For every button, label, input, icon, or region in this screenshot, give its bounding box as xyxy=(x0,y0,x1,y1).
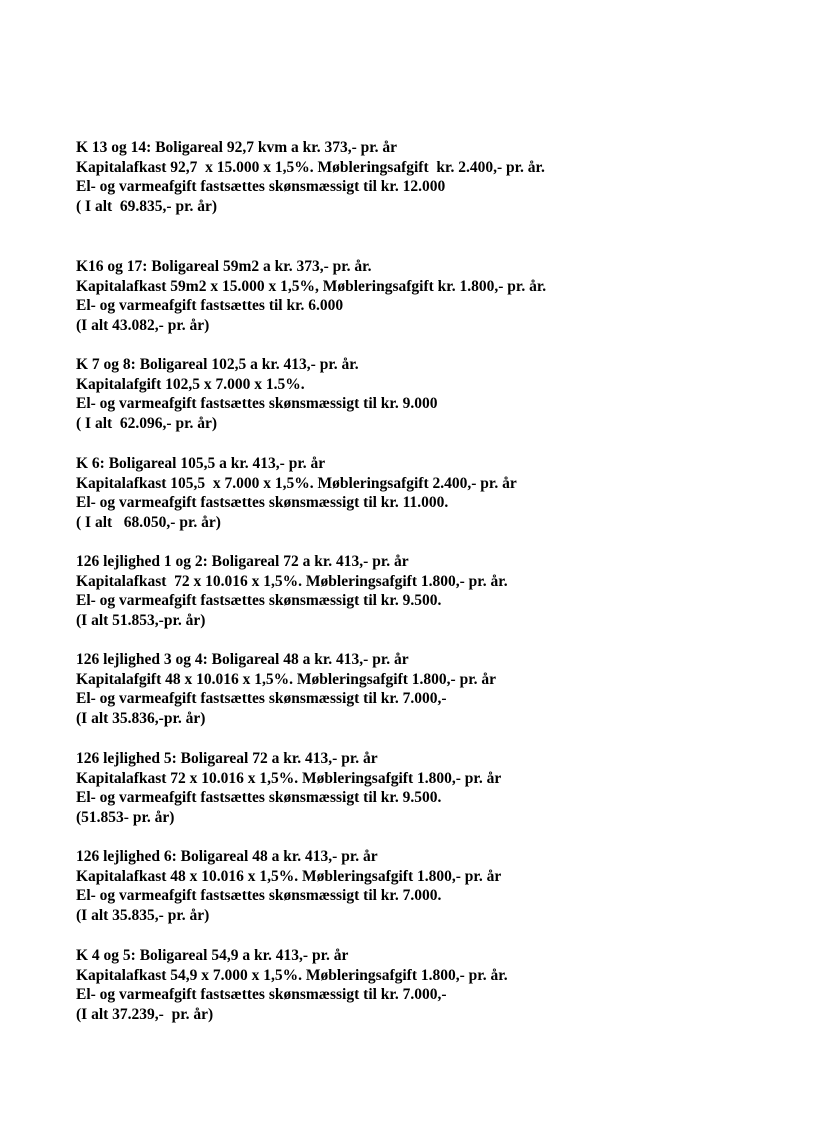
total-line: ( I alt 62.096,- pr. år) xyxy=(76,415,218,433)
capital-line: Kapitalafgift 102,5 x 7.000 x 1.5%. xyxy=(76,375,305,393)
unit-block-126-5 xyxy=(76,749,796,828)
unit-block-k13-14 xyxy=(76,138,796,217)
utility-line: El- og varmeafgift fastsættes skønsmæssigt til kr. 7.000,- xyxy=(76,986,447,1004)
unit-heading: K16 og 17: Boligareal 59m2 a kr. 373,- pr. år. xyxy=(76,258,372,275)
total-line: (I alt 35.835,- pr. år) xyxy=(76,907,210,925)
unit-block-k16-17 xyxy=(76,257,796,336)
total-line: (I alt 35.836,-pr. år) xyxy=(76,710,206,728)
utility-line: El- og varmeafgift fastsættes skønsmæssigt til kr. 12.000 xyxy=(76,178,446,196)
total-line: (I alt 37.239,- pr. år) xyxy=(76,1006,214,1024)
capital-line: Kapitalafkast 72 x 10.016 x 1,5%. Møbleringsafgift 1.800,- pr. år xyxy=(76,769,502,787)
total-line: (I alt 43.082,- pr. år) xyxy=(76,317,210,335)
utility-line: El- og varmeafgift fastsættes til kr. 6.000 xyxy=(76,297,344,315)
unit-heading: K 7 og 8: Boligareal 102,5 a kr. 413,- pr. år. xyxy=(76,356,359,373)
unit-heading: 126 lejlighed 6: Boligareal 48 a kr. 413,- pr. år xyxy=(76,848,378,865)
total-line: ( I alt 69.835,- pr. år) xyxy=(76,198,218,216)
unit-heading: K 4 og 5: Boligareal 54,9 a kr. 413,- pr. år xyxy=(76,947,349,964)
unit-block-126-3-4 xyxy=(76,650,796,729)
total-line: ( I alt 68.050,- pr. år) xyxy=(76,514,221,532)
utility-line: El- og varmeafgift fastsættes skønsmæssigt til kr. 9.500. xyxy=(76,789,442,807)
total-line: (51.853- pr. år) xyxy=(76,809,175,827)
unit-block-k6 xyxy=(76,454,796,533)
capital-line: Kapitalafkast 54,9 x 7.000 x 1,5%. Møbleringsafgift 1.800,- pr. år. xyxy=(76,966,508,984)
capital-line: Kapitalafkast 105,5 x 7.000 x 1,5%. Møbleringsafgift 2.400,- pr. år xyxy=(76,474,517,492)
capital-line: Kapitalafkast 59m2 x 15.000 x 1,5%, Møbleringsafgift kr. 1.800,- pr. år. xyxy=(76,277,547,295)
unit-block-126-6 xyxy=(76,847,796,926)
capital-line: Kapitalafkast 72 x 10.016 x 1,5%. Møbleringsafgift 1.800,- pr. år. xyxy=(76,572,508,590)
utility-line: El- og varmeafgift fastsættes skønsmæssigt til kr. 11.000. xyxy=(76,494,449,512)
utility-line: El- og varmeafgift fastsættes skønsmæssigt til kr. 9.000 xyxy=(76,395,438,413)
unit-block-k7-8 xyxy=(76,355,796,434)
utility-line: El- og varmeafgift fastsættes skønsmæssigt til kr. 7.000,- xyxy=(76,690,447,708)
unit-heading: 126 lejlighed 1 og 2: Boligareal 72 a kr. 413,- pr. år xyxy=(76,553,409,570)
unit-heading: 126 lejlighed 5: Boligareal 72 a kr. 413,- pr. år xyxy=(76,750,378,767)
utility-line: El- og varmeafgift fastsættes skønsmæssigt til kr. 7.000. xyxy=(76,887,442,905)
unit-block-126-1-2 xyxy=(76,552,796,631)
capital-line: Kapitalafgift 48 x 10.016 x 1,5%. Møbleringsafgift 1.800,- pr. år xyxy=(76,670,497,688)
capital-line: Kapitalafkast 92,7 x 15.000 x 1,5%. Møbleringsafgift kr. 2.400,- pr. år. xyxy=(76,158,545,176)
total-line: (I alt 51.853,-pr. år) xyxy=(76,612,206,630)
unit-heading: 126 lejlighed 3 og 4: Boligareal 48 a kr. 413,- pr. år xyxy=(76,651,409,668)
capital-line: Kapitalafkast 48 x 10.016 x 1,5%. Møbleringsafgift 1.800,- pr. år xyxy=(76,867,502,885)
unit-block-k4-5 xyxy=(76,946,796,1025)
utility-line: El- og varmeafgift fastsættes skønsmæssigt til kr. 9.500. xyxy=(76,592,442,610)
unit-heading: K 6: Boligareal 105,5 a kr. 413,- pr. år xyxy=(76,455,326,472)
unit-heading: K 13 og 14: Boligareal 92,7 kvm a kr. 373,- pr. år xyxy=(76,139,398,156)
